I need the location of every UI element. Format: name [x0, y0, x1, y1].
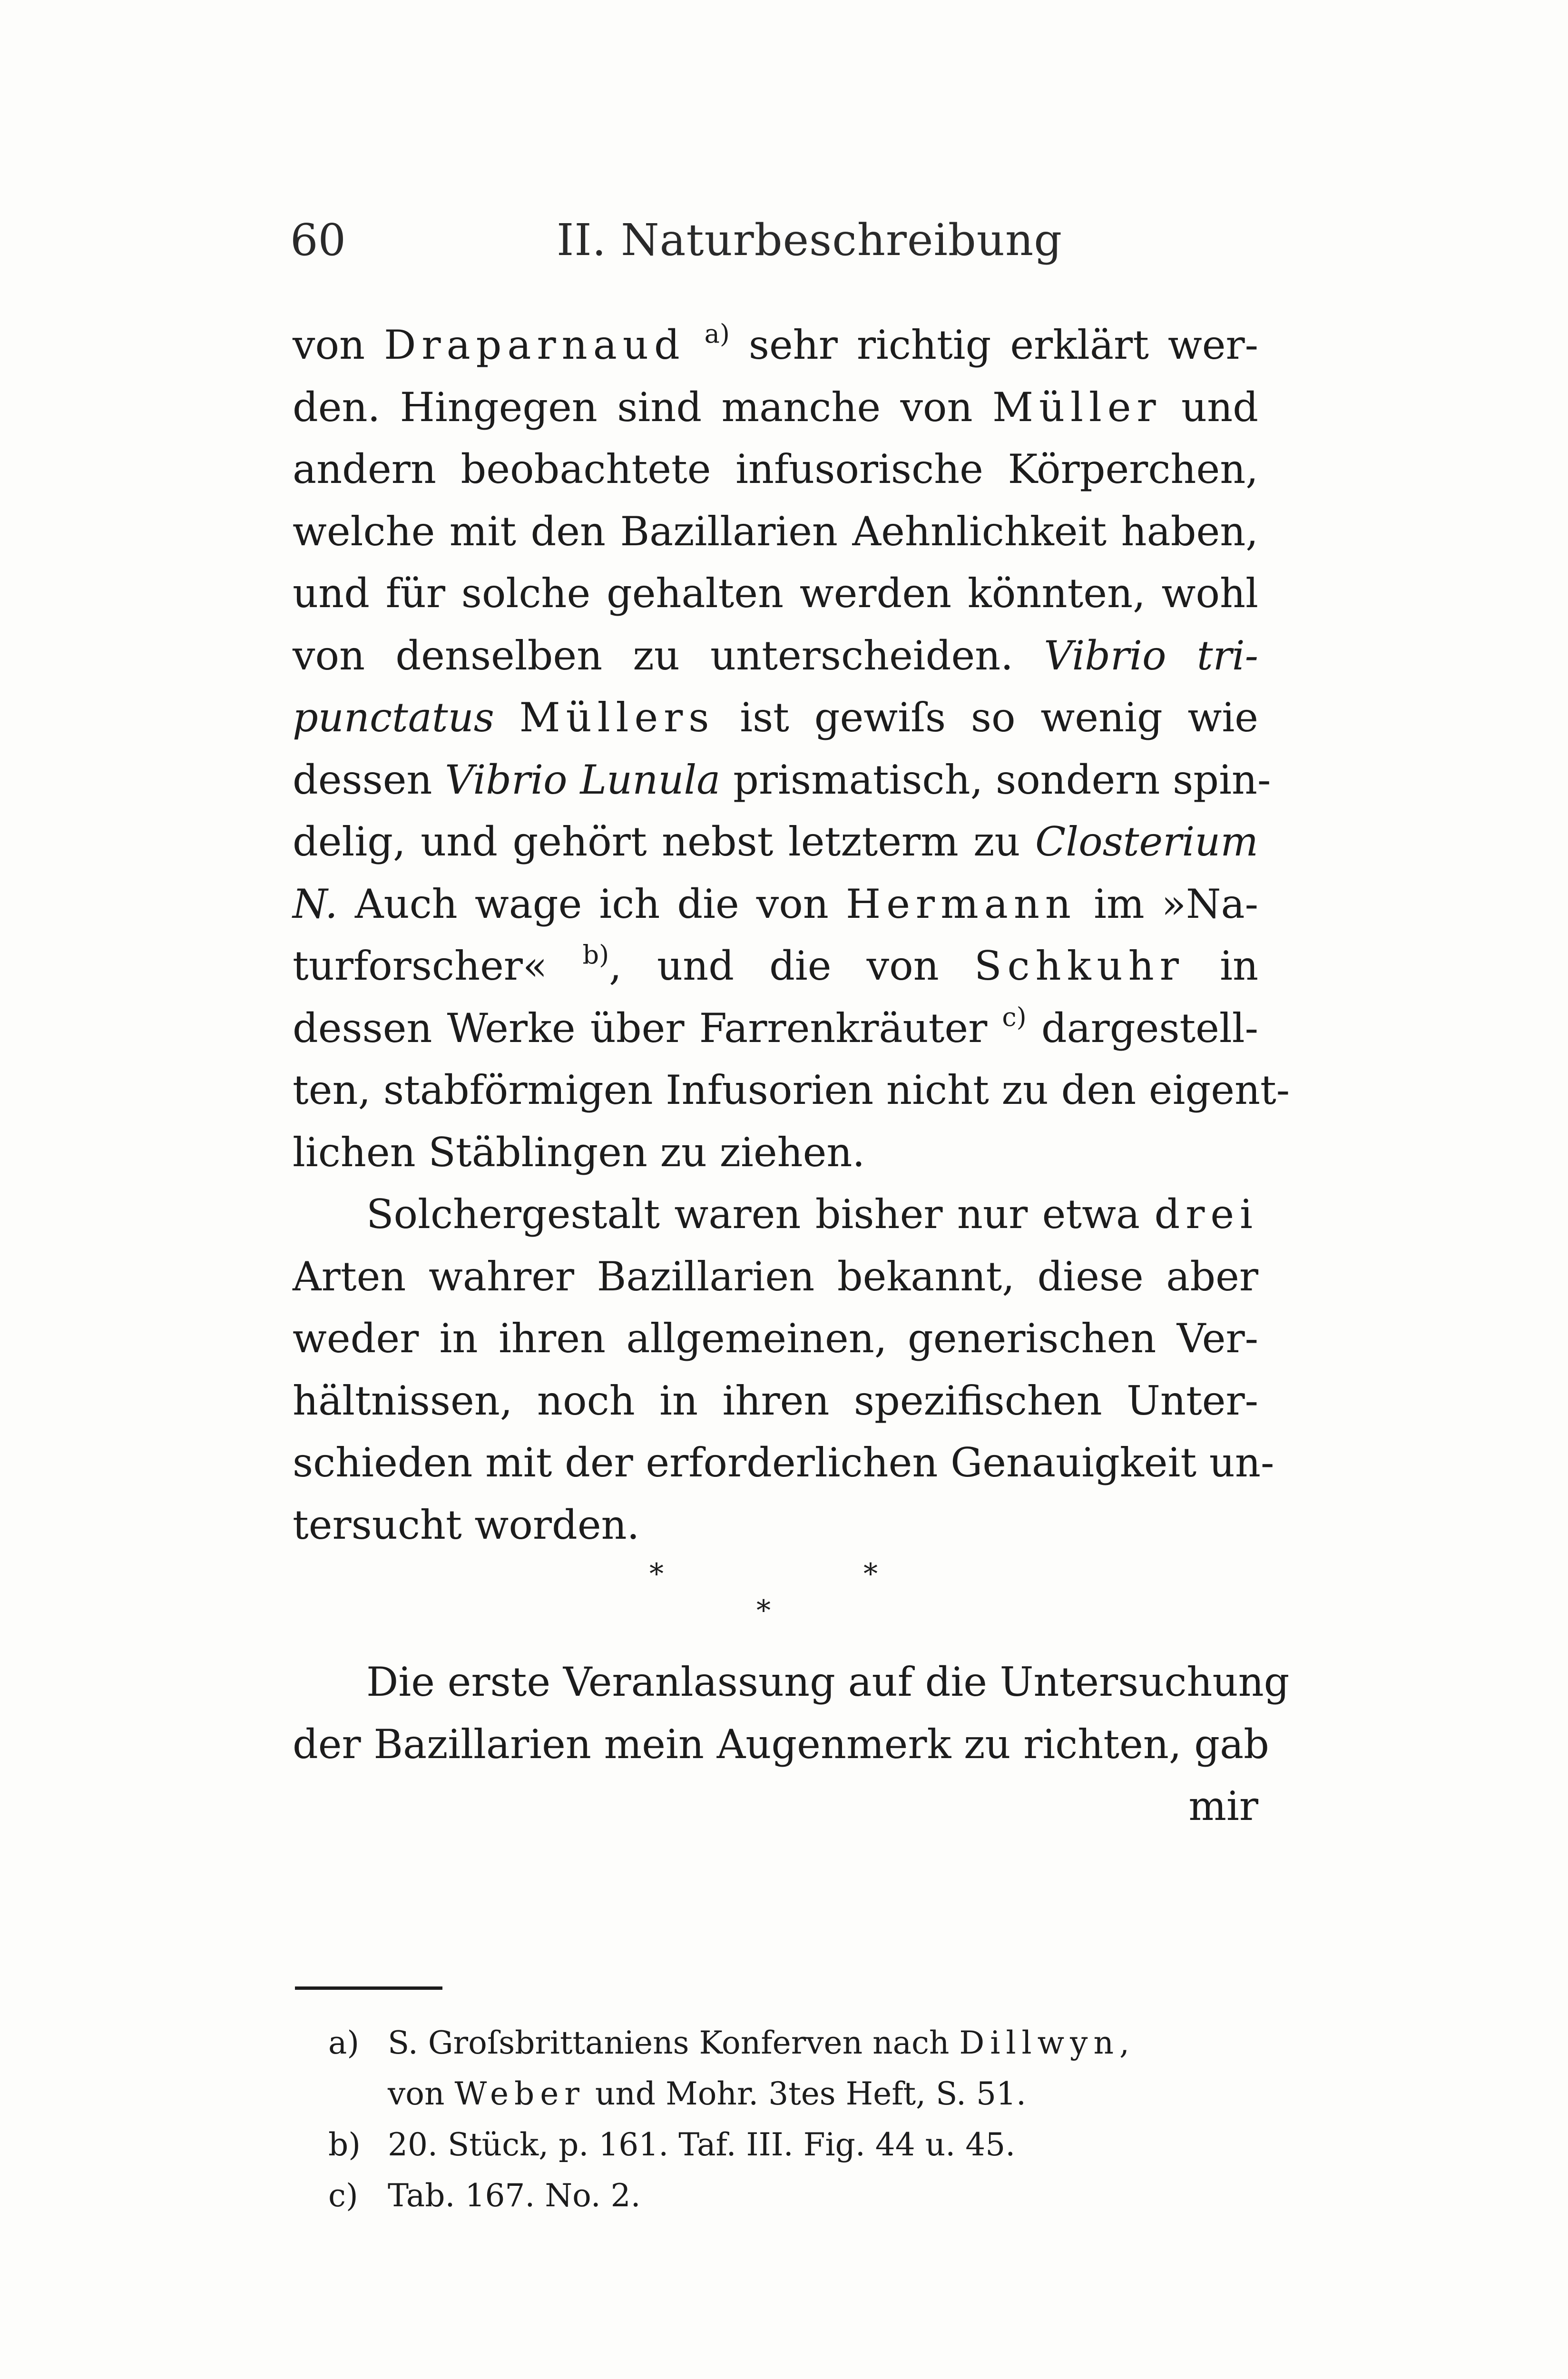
author-name: Dillwyn,: [959, 2025, 1135, 2061]
text-line: Solchergestalt waren bisher nur etwa drei: [366, 1191, 1258, 1238]
main-text: [293, 314, 1290, 1838]
author-name: Müllers: [519, 694, 715, 741]
text-line: von Draparnaud $^{a)}$ sehr richtig erklärt wer-: [293, 319, 1259, 368]
abbreviation: N.: [293, 880, 338, 927]
footnote-ref: b): [582, 940, 609, 970]
author-name: Draparnaud: [384, 322, 686, 368]
author-name: Müller: [992, 383, 1162, 431]
text-line: schieden mit der erforderlichen Genauigkeit un-: [293, 1439, 1274, 1486]
text-line: der Bazillarien mein Augenmerk zu richten, gab: [293, 1720, 1269, 1768]
page-number: 60: [290, 215, 346, 265]
species-name: punctatus: [293, 694, 494, 741]
emphasized-word: drei: [1154, 1191, 1258, 1238]
footnote-c: c) Tab. 167. No. 2.: [328, 2170, 1256, 2221]
text-line: welche mit den Bazillarien Aehnlichkeit haben,: [293, 508, 1258, 555]
footnote-rule: [295, 1986, 442, 1990]
text-line: Die erste Veranlassung auf die Untersuchung: [366, 1659, 1290, 1705]
text-line: den. Hingegen sind manche von Müller und: [293, 383, 1259, 431]
footnote-ref: c): [1002, 1002, 1027, 1032]
text-line: N. Auch wage ich die von Hermann im »Na-: [293, 880, 1258, 927]
text-line: ten, stabförmigen Infusorien nicht zu den eigent-: [293, 1067, 1290, 1113]
footnotes: [328, 2017, 1256, 2221]
text-line: weder in ihren allgemeinen, generischen Ver-: [293, 1315, 1258, 1362]
asterisk: *: [649, 1557, 664, 1591]
running-head: II. Naturbeschreibung: [557, 215, 1063, 265]
text-line: lichen Stäblingen zu ziehen.: [293, 1129, 865, 1176]
page-header: [290, 209, 1261, 271]
asterisk: *: [863, 1557, 878, 1591]
footnote-marker: c): [328, 2177, 358, 2214]
asterisk: *: [756, 1594, 771, 1627]
text-line: delig, und gehört nebst letzterm zu Closterium: [293, 818, 1259, 865]
text-line: punctatus Müllers ist gewiſs so wenig wie: [293, 694, 1258, 741]
text-line: dessen Vibrio Lunula prismatisch, sondern spin-: [293, 756, 1271, 803]
text-line: und für solche gehalten werden könnten, wohl: [293, 570, 1258, 617]
text-line: turforscher« $^{b)}$, und die von Schkuhr in: [293, 940, 1259, 989]
author-name: Schkuhr: [974, 943, 1185, 989]
footnote-marker: a): [328, 2025, 360, 2061]
genus-name: Closterium: [1035, 818, 1259, 865]
author-name: Hermann: [845, 880, 1077, 927]
asterism-divider: [293, 1556, 1258, 1651]
text-line: hältnissen, noch in ihren spezifischen Unter-: [293, 1377, 1258, 1424]
text-line: tersucht worden.: [293, 1501, 640, 1548]
species-name: Vibrio tri-: [1044, 632, 1258, 679]
text-line: von denselben zu unterscheiden. Vibrio tri-: [293, 632, 1258, 679]
catchword: mir: [1188, 1783, 1258, 1829]
footnote-a: a) S. Groſsbrittaniens Konferven nach Dillwyn,: [328, 2017, 1256, 2068]
text-line: dessen Werke über Farrenkräuter $^{c)}$ dargestell-: [293, 1002, 1259, 1052]
footnote-a-continuation: von Weber und Mohr. 3tes Heft, S. 51.: [388, 2075, 1026, 2112]
author-name: Weber: [454, 2075, 585, 2112]
footnote-b: b) 20. Stück, p. 161. Taf. III. Fig. 44 u. 45.: [328, 2119, 1256, 2170]
footnote-marker: b): [328, 2126, 361, 2163]
footnote-ref: a): [704, 319, 730, 349]
text-line: andern beobachtete infusorische Körperchen,: [293, 446, 1258, 492]
text-line: Arten wahrer Bazillarien bekannt, diese aber: [293, 1253, 1258, 1300]
species-name: Vibrio Lunula: [445, 756, 721, 803]
